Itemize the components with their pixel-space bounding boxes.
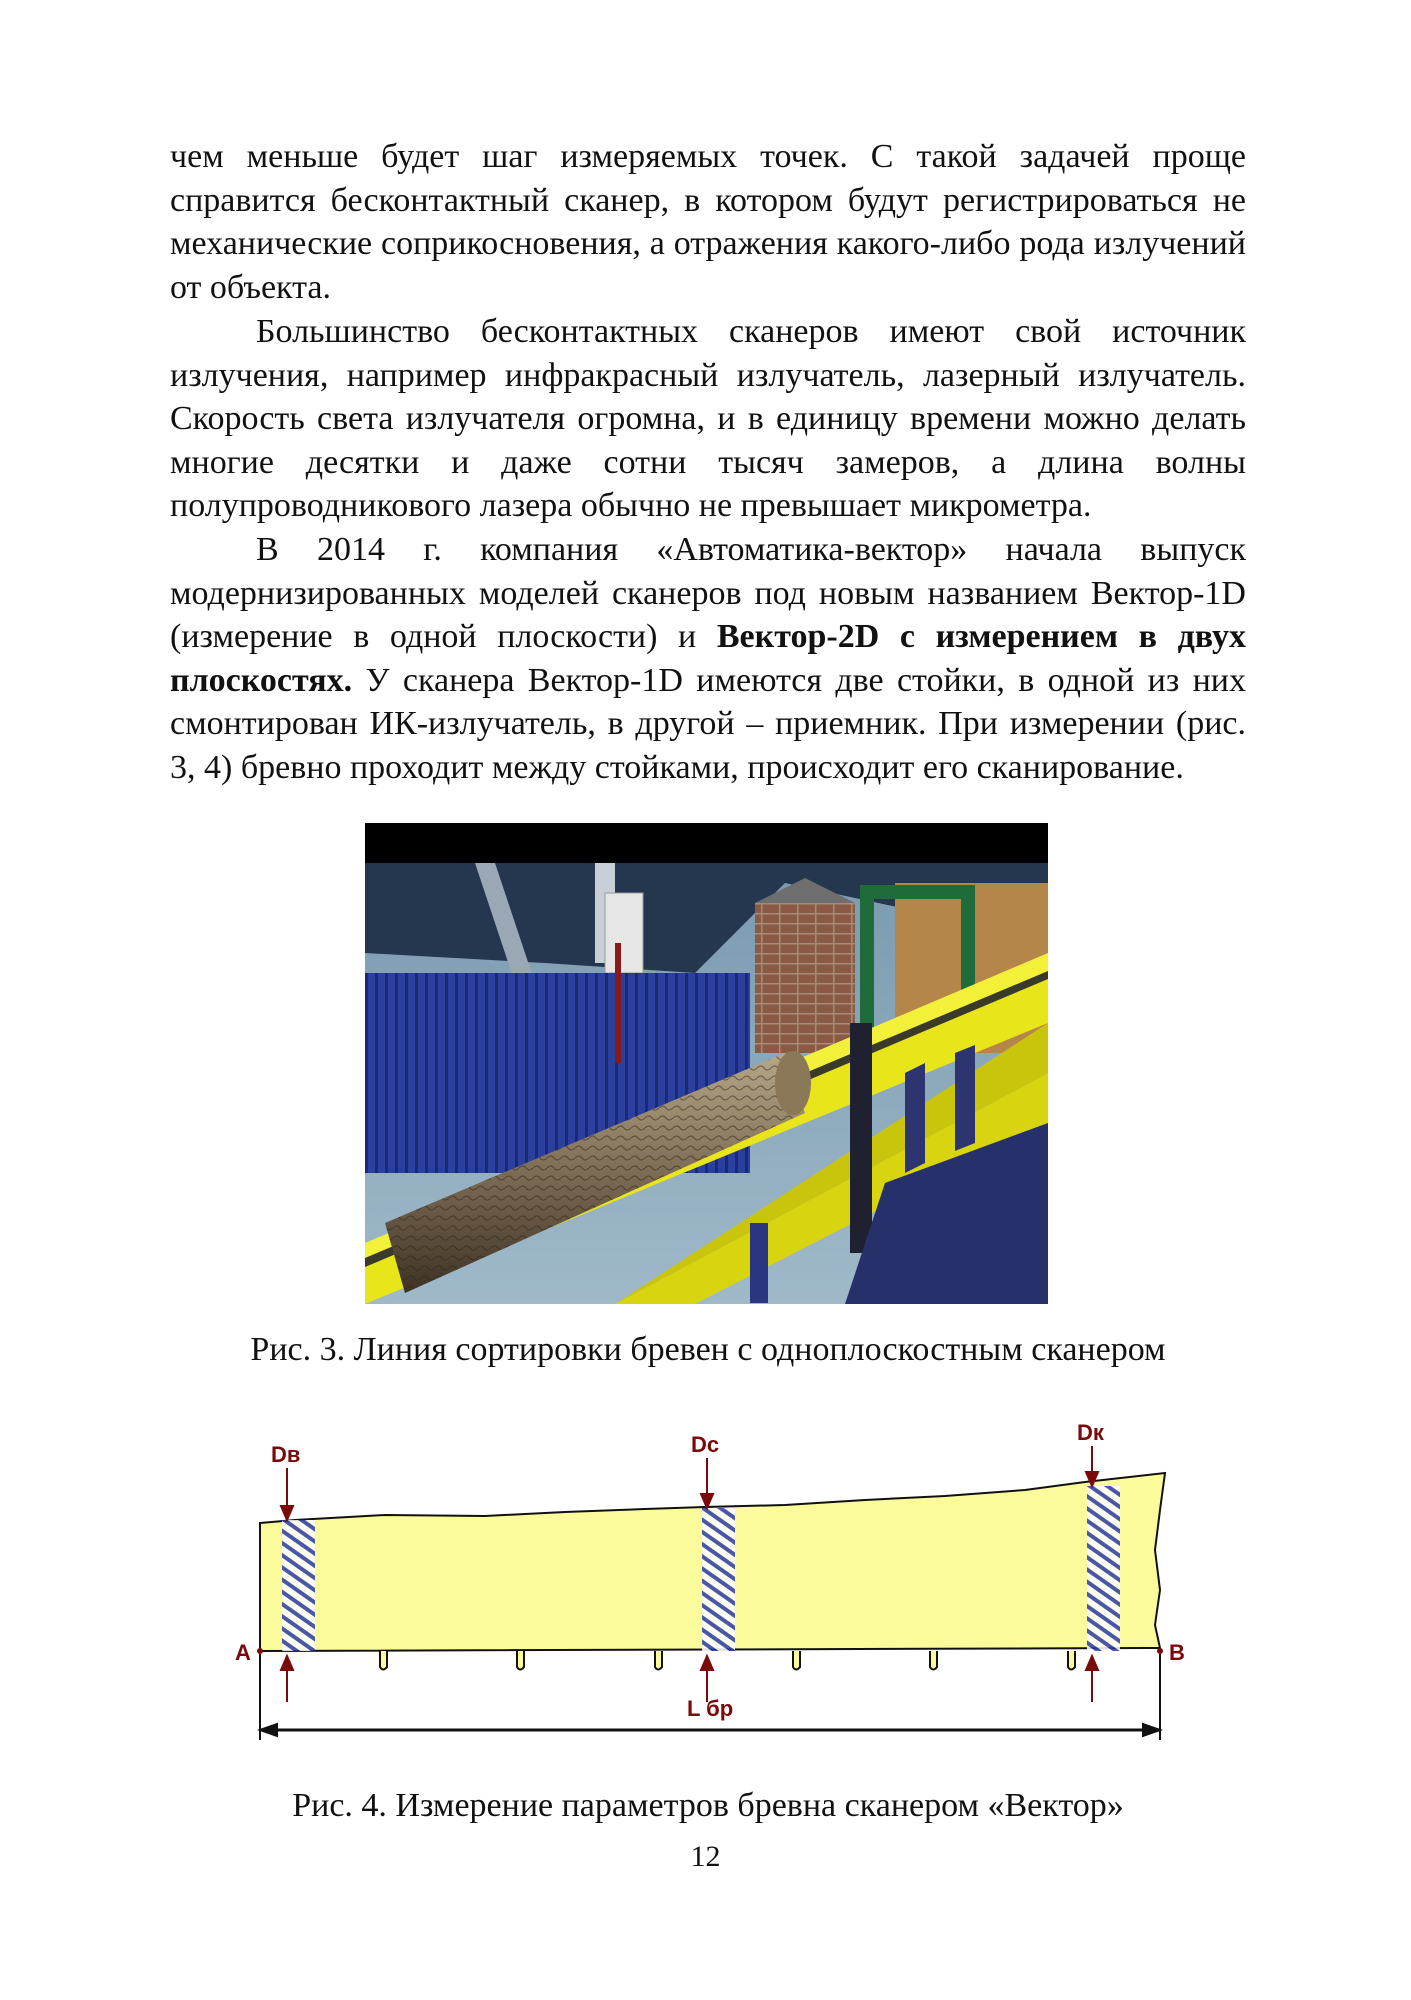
figure-3-caption: Рис. 3. Линия сортировки бревен с одноплоскостным сканером [250,1331,1166,1368]
section-dc [702,1508,735,1651]
paragraph-3-text [170,528,1246,789]
section-dk [1087,1486,1120,1651]
paragraph-3 [170,528,1246,789]
paragraph-2 [170,310,1246,528]
label-length: L бр [687,1696,734,1721]
page-number: 12 [690,1840,721,1873]
sorting-line-illustration [365,823,1048,1304]
label-a: A [235,1640,251,1665]
point-b [1157,1648,1163,1654]
figure-4-caption: Рис. 4. Измерение параметров бревна сканером «Вектор» [292,1787,1124,1824]
paragraph-3-start: В 2014 г. компания «Автоматика-вектор» начала выпуск модернизированных моделей сканеров под новым названием Вектор-1D (измерение в одной плоскости) и [170,531,1246,655]
label-dk: Dк [1077,1420,1104,1445]
paragraph-3-end: У сканера Вектор-1D имеются две стойки, в одной из них смонтирован ИК-излучатель, в другой – приемник. При измерении (рис. 3, 4) бревно проходит между стойками, происходит его сканирование. [170,661,1246,786]
label-dc: Dс [691,1432,720,1457]
label-db: Dв [271,1442,301,1467]
paragraph-1-text: чем меньше будет шаг измеряемых точек. С такой задачей проще справится бесконтактный сканер, в котором будут регистрироваться не механические соприкосновения, а отражения какого-либо рода излучений от объекта. [170,138,1246,306]
section-db [282,1520,315,1651]
conveyor-teeth [380,1651,1075,1670]
paragraph-2-text: Большинство бесконтактных сканеров имеют свой источник излучения, например инфракрасный излучатель, лазерный излучатель. Скорость света излучателя огромна, и в единицу времени можно делать многие десятки и даже сотни тысяч замеров, а длина волны полупроводникового лазера обычно не превышает микрометра. [170,313,1246,524]
figure-4-diagram [225,1420,1185,1750]
point-a [257,1648,263,1654]
label-b: B [1169,1640,1185,1665]
paragraph-1 [170,135,1246,309]
figure-3-image [365,823,1048,1304]
paragraph-3-bold: Вектор-2D с измерением в двух плоскостях. [170,618,1246,699]
